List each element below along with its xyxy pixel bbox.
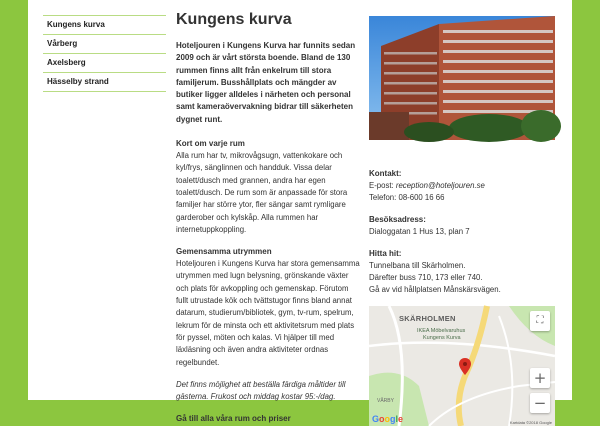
page-title: Kungens kurva — [176, 11, 292, 28]
address-line: Dialoggatan 1 Hus 13, plan 7 — [369, 227, 470, 236]
directions-heading: Hitta hit: — [369, 249, 402, 258]
sidebar-right — [369, 16, 555, 426]
map-zoom-in-button[interactable]: + — [530, 368, 550, 388]
common-areas-text: Hoteljouren i Kungens Kurva har stora gemensamma utrymmen med lugn belysning, grönskande växter och plats för avkoppling och gemenskap. Förutom fullt utrustade kök och tvättstugor finns bland annat datarum, studierum/bibliotek, gym, tv-rum, spelrum, lekrum för de minsta och ett aktivitetsrum med plats för pyssel, möten och kalas. Vi hjälper till med läxläsning och även andra aktiviteter ordnas regelbundet. — [176, 259, 360, 367]
phone-line — [369, 192, 555, 204]
rooms-prices-link[interactable]: Gå till alla våra rum och priser — [176, 414, 291, 424]
building-photo — [369, 16, 555, 140]
intro-text: Hoteljouren i Kungens Kurva har funnits sedan 2009 och är vårt största boende. Bland de 130 rummen finns allt från enkelrum till stora familjerum. Busshållplats och mängder av butiker ligger alldeles i närheten och personal samt kameraövervakning bidrar till säkerheten dygnet runt. — [176, 41, 356, 124]
phone-label: Telefon: — [369, 193, 397, 202]
email-link[interactable]: reception@hoteljouren.se — [395, 181, 485, 190]
nav-item-kungens-kurva[interactable]: Kungens kurva — [43, 15, 166, 35]
directions-line: Tunnelbana till Skärholmen. — [369, 261, 466, 270]
common-areas-heading: Gemensamma utrymmen — [176, 247, 272, 257]
map-zoom-out-button[interactable]: − — [530, 393, 550, 413]
directions-block — [369, 248, 555, 296]
rooms-text: Alla rum har tv, mikrovågsugn, vattenkokare och kyl/frys, sänglinnen och handduk. Vissa delar toalett/dusch med grannen, andra har egen toalett/dusch. De rum som är anpassade för stora familjer har större ytor, fler sängar samt rymligare garderober och kylskåp. Alla rummen har internetuppkoppling. — [176, 151, 348, 234]
address-heading: Besöksadress: — [369, 215, 426, 224]
sidebar-nav — [43, 15, 166, 92]
map-district-label: VÅRBY — [377, 398, 394, 404]
contact-block — [369, 168, 555, 204]
map-poi-kungens-kurva[interactable]: Kungens Kurva — [423, 335, 461, 341]
map-area-label: SKÄRHOLMEN — [399, 314, 456, 323]
nav-item-varberg[interactable]: Vårberg — [43, 35, 166, 54]
map-copyright: Kartdata ©2018 Google — [509, 420, 552, 425]
location-map[interactable] — [369, 306, 555, 426]
nav-item-axelsberg[interactable]: Axelsberg — [43, 54, 166, 73]
main-content — [176, 10, 362, 425]
directions-line: Därefter buss 710, 173 eller 740. — [369, 273, 483, 282]
map-fullscreen-button[interactable]: ⛶ — [530, 311, 550, 331]
page-container — [28, 0, 572, 425]
email-label: E-post: — [369, 181, 394, 190]
address-block — [369, 214, 555, 238]
info-section — [369, 168, 555, 296]
rooms-heading: Kort om varje rum — [176, 139, 245, 149]
contact-heading: Kontakt: — [369, 169, 402, 178]
phone-number[interactable]: 08-600 16 66 — [398, 193, 445, 202]
email-line — [369, 180, 555, 192]
map-poi-ikea[interactable]: IKEA Möbelvaruhus — [417, 328, 466, 334]
meals-note: Det finns möjlighet att beställa färdiga måltider till gästerna. Frukost och middag kostar 95:-/dag. — [176, 379, 346, 402]
nav-item-hasselby-strand[interactable]: Hässelby strand — [43, 73, 166, 92]
directions-line: Gå av vid hållplatsen Månskärsvägen. — [369, 285, 501, 294]
google-logo: Google — [372, 414, 404, 424]
